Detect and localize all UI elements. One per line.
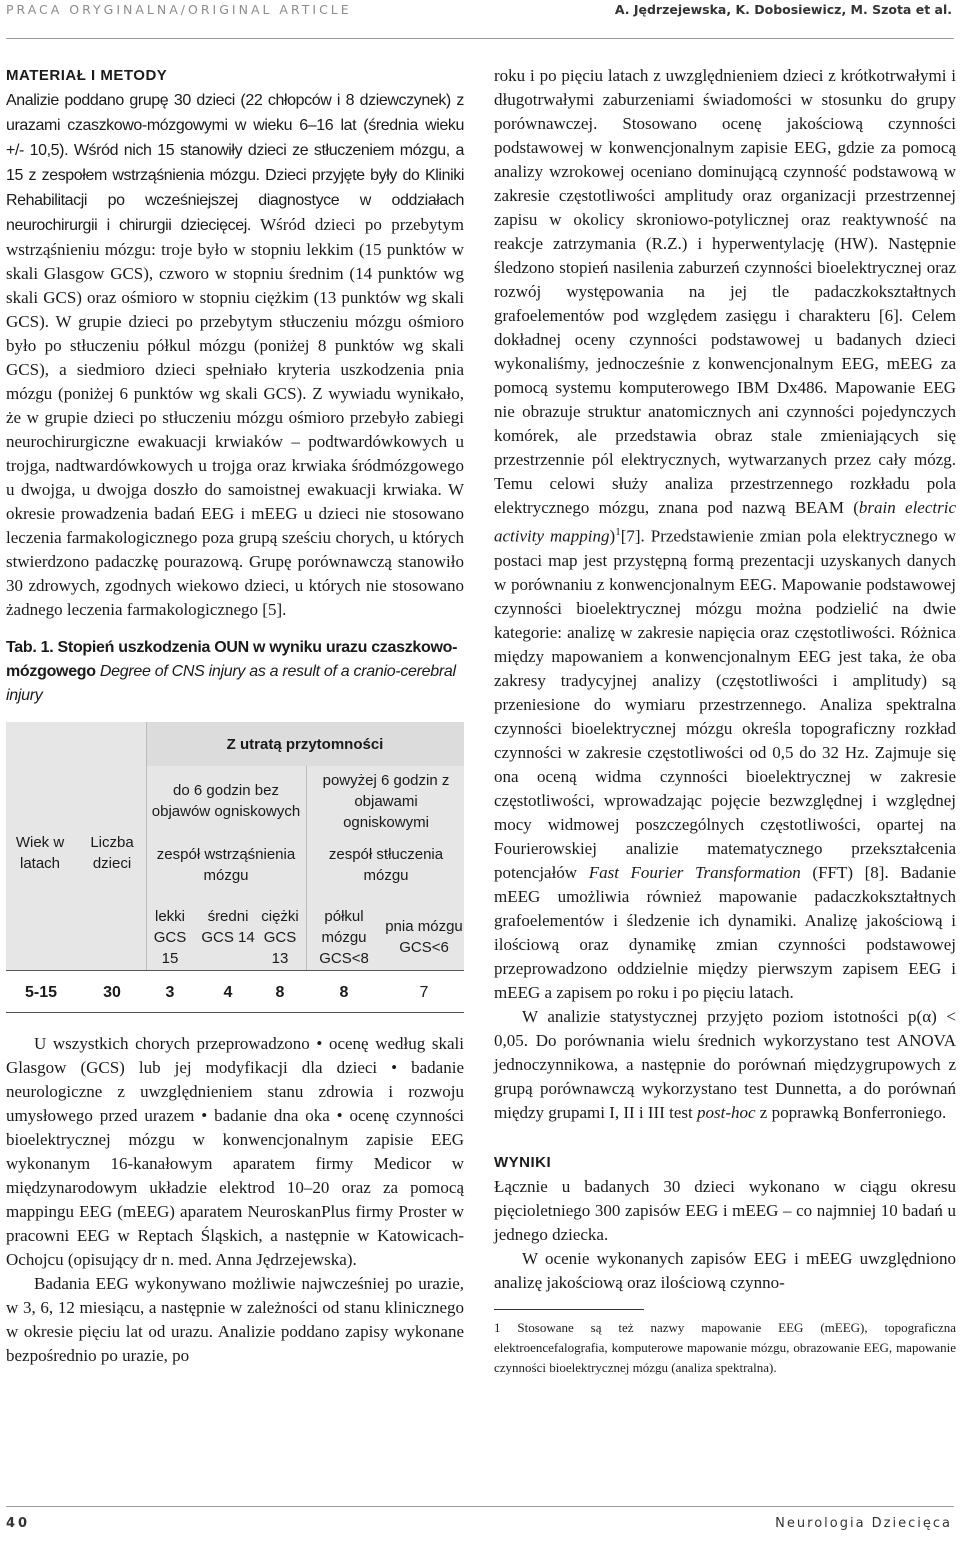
section-gap (494, 1125, 956, 1151)
table-divider (306, 766, 307, 970)
header-rule (6, 38, 954, 39)
methods-continued-text-2: [7]. Przedstawienie zmian pola elektrycznego w postaci map jest przystępną formą prezentacji uzyskanych danych w porównaniu z konwencjonalnym EEG. Mapowanie podstawowej czynności bioelektrycznej mózgu można podzielić na dwie kategorie: analizę w zakresie napięcia oraz częstotliwości. Różnica między mapowaniem a konwencjonalnym EEG jest taka, że oba zakresy tradycyjnej analizy (częstotliwości i amplitudy) są przeniesione do wymiaru przestrzennego. Analiza spektralna czynności bioelektrycznej mózgu określa topograficzny rozkład czynności w zakresie częstotliwości od 0,5 do 32 Hz. Zajmuje się ona oceną widma czynności bioelektrycznej w zakresie częstotliwości, wprowadzając pojęcie bezwzględnej i względnej mocy widmowej poszczególnych częstotliwości, opartej na Fourierowskiej analizie matematycznego przekształcenia potencjałów (494, 526, 956, 882)
results-paragraph-2: W ocenie wykonanych zapisów EEG i mEEG uwzględniono analizę jakościową oraz ilościową czynno- (494, 1248, 956, 1292)
right-column (494, 64, 956, 1378)
methods-continued-text: roku i po pięciu latach z uwzględnieniem dzieci z krótkotrwałymi i długotrwałymi zaburzeniami świadomości w stosunku do grupy porównawczej. Stosowano ocenę jakościową czynności podstawowej w konwencjonalnym zapisie EEG, gdzie za pomocą analizy wzrokowej oceniano dominującą czynność podstawową w zakresie częstotliwości amplitudy oraz organizacji przestrzennej zapisu w okolicy skroniowo-potylicznej oraz reaktywność na reakcje zatrzymania (R.Z.) i hyperwentylację (HW). Następnie śledzono stopień nasilenia zaburzeń czynności bioelektrycznej oraz rozwój występowania na jej tle padaczkokształtnych grafoelementów pod względem zasięgu i charakteru [6]. Celem dokładnej oceny czynności podstawowej u badanych dzieci wykonaliśmy, jednocześnie z konwencjonalnym EEG, mEEG za pomocą systemu komputerowego IBM Dx486. Mapowanie EEG nie obrazuje struktur anatomicznych ani czynności pojedynczych komórek, ale przedstawia obraz stale zmieniających się przestrzennie pól elektrycznych, wytwarzanych przez cały mózg. Temu celowi służy analiza przestrzennego rozkładu pola elektrycznego mózgu, znana pod nazwą BEAM ( (494, 66, 956, 517)
header-brainstem: pnia mózgu GCS<6 (385, 918, 463, 956)
header-age: Wiek w latach (15, 834, 65, 872)
cell-count: 30 (103, 984, 121, 1001)
running-header-authors: A. Jędrzejewska, K. Dobosiewicz, M. Szota et al. (614, 2, 952, 17)
table-caption-english: Degree of CNS injury as a result of a cranio-cerebral injury (6, 663, 456, 704)
footnote-marker: 1 (615, 526, 621, 538)
cell-mild: 3 (165, 984, 175, 1001)
table-caption-title: Tab. 1. Stopień uszkodzenia OUN w wyniku urazu czaszkowo-mózgowego (6, 639, 458, 680)
injury-degree-table (6, 722, 464, 1018)
running-header-section: PRACA ORYGINALNA/ORIGINAL ARTICLE (6, 2, 352, 17)
header-contusion-syndrome: zespół stłuczenia mózgu (328, 846, 444, 884)
header-concussion-syndrome: zespół wstrząśnienia mózgu (156, 846, 296, 884)
fft-term: Fast Fourier Transformation (588, 862, 801, 882)
footnote-rule (494, 1309, 644, 1310)
page-number: 40 (6, 1516, 31, 1531)
methods-continued-paragraph (494, 64, 956, 1005)
header-severe: ciężki GCS 13 (261, 908, 299, 967)
posthoc-term: post-hoc (697, 1102, 756, 1122)
results-paragraph-1: Łącznie u badanych 30 dzieci wykonano w ciągu okresu pięcioletniego 300 zapisów EEG i mEEG – co najmniej 10 badań u jednego dziecka. (494, 1176, 956, 1244)
header-over-6h: powyżej 6 godzin z objawami ogniskowymi (322, 772, 450, 831)
header-under-6h: do 6 godzin bez objawów ogniskowych (151, 782, 301, 820)
methods-paragraph (6, 88, 464, 622)
cell-moderate: 4 (223, 984, 233, 1001)
footnote: 1 Stosowane są też nazwy mapowanie EEG (mEEG), topograficzna elektroencefalografia, komputerowe mapowanie mózgu, obrazowanie EEG, mapowanie czynności bioelektrycznej mózgu (analiza spektralna). (494, 1319, 956, 1375)
table-rule (6, 970, 464, 971)
footer-rule (6, 1506, 954, 1507)
procedures-paragraph: U wszystkich chorych przeprowadzono • ocenę według skali Glasgow (GCS) lub jej modyfikacji dla dzieci • badanie neurologiczne z uwzględnieniem stanu zdrowia i rozwoju umysłowego przed urazem • badanie dna oka • ocenę czynności bioelektrycznej mózgu w konwencjonalnym zapisie EEG wykonanym 16-kanałowym aparatem firmy Medicor w międzynarodowym układzie elektrod 10–20 oraz za pomocą mappingu EEG (mEEG) aparatem NeuroskanPlus firmy Proster w pracowni EEG w Reptach Śląskich, a następnie w Katowicach-Ochojcu (opisujący dr n. med. Anna Jędrzejewska). (6, 1034, 464, 1269)
cell-age: 5-15 (24, 984, 58, 1001)
header-mild: lekki GCS 15 (153, 908, 187, 967)
statistics-paragraph (494, 1005, 956, 1125)
table-divider (146, 722, 147, 970)
table-caption (6, 636, 464, 708)
methods-continued-text-3: (FFT) [8]. Badanie mEEG umożliwia również mapowanie padaczkokształtnych grafoelementów i śledzenie ich dynamiki. Analizę jakościową i ilościową oraz dynamikę zmian czynności podstawowej przeprowadzono oddzielnie między pierwszym zapisem EEG i mEEG a zapisem po roku i po pięciu latach. (494, 862, 956, 1002)
left-column (6, 64, 464, 1368)
results-heading: WYNIKI (494, 1153, 552, 1171)
header-loss-of-consciousness: Z utratą przytomności (226, 736, 384, 753)
header-moderate: średni GCS 14 (201, 908, 255, 946)
cell-brainstem: 7 (419, 984, 429, 1001)
methods-rest-text: Wśród dzieci po przebytym wstrząśnieniu mózgu: troje było w stopniu lekkim (15 punktów w skali Glasgow GCS), czworo w stopniu średnim (14 punktów wg skali GCS) oraz ośmioro w stopniu ciężkim (13 punktów wg skali GCS). W grupie dzieci po przebytym stłuczeniu mózgu ośmioro było po stłuczeniu półkul mózgu (poniżej 8 punktów wg skali GCS), a siedmioro dzieci spełniało kryteria uszkodzenia pnia mózgu (poniżej 6 punktów wg skali GCS). Z wywiadu wynikało, że w grupie dzieci po stłuczeniu mózgu ośmioro przebyło zabiegi neurochirurgiczne ewakuacji krwiaków – podtwardówkowych u trojga, nadtwardówkowych u trojga oraz krwiaka śródmózgowego u dwojga, u dwojga doszło do samoistnej ewakuacji krwiaka. W okresie prowadzenia badań EEG i mEEG u dzieci nie stosowano leczenia farmakologicznego poza grupą sześciu chorych, u których stwierdzono padaczkę pourazową. Grupę porównawczą stanowiło 30 zdrowych, zgodnych wiekowo dzieci, u których nie stosowano żadnego leczenia farmakologicznego [5]. (6, 215, 464, 619)
beam-expansion: brain electric activity mapping (494, 498, 956, 546)
statistics-text-end: z poprawką Bonferroniego. (755, 1102, 947, 1122)
methods-intro-text: Analizie poddano grupę 30 dzieci (22 chłopców i 8 dziewczynek) z urazami czaszkowo-mózgowymi w wieku 6–16 lat (średnia wieku +/- 10,5). Wśród nich 15 stanowiły dzieci ze stłuczeniem mózgu, a 15 z zespołem wstrząśnienia mózgu. Dzieci przyjęte były do Kliniki Rehabilitacji po wcześniejszej diagnostyce w oddziałach neurochirurgii i chirurgii dziecięcej. (6, 92, 464, 234)
header-count: Liczba dzieci (90, 834, 134, 872)
timing-paragraph: Badania EEG wykonywano możliwie najwcześniej po urazie, w 3, 6, 12 miesiącu, a następnie w zależności od stanu klinicznego w okresie pięciu lat od urazu. Analizie poddano zapisy wykonane bezpośrednio po urazie, po (6, 1274, 464, 1365)
header-hemisphere: półkul mózgu GCS<8 (319, 908, 369, 967)
beam-close: ) (609, 526, 616, 546)
journal-name: Neurologia Dziecięca (775, 1516, 952, 1531)
cell-severe: 8 (275, 984, 285, 1001)
table-rule (6, 1012, 464, 1013)
statistics-text: W analizie statystycznej przyjęto poziom istotności p(α) < 0,05. Do porównania wielu średnich wykorzystano test ANOVA jednoczynnikowa, a następnie do porównań międzygrupowych z grupą porównawczą wykorzystano test Dunnetta, a do porównań między grupami I, II i III test (494, 1006, 956, 1122)
cell-hemisphere: 8 (339, 984, 349, 1001)
methods-heading: MATERIAŁ I METODY (6, 67, 168, 84)
